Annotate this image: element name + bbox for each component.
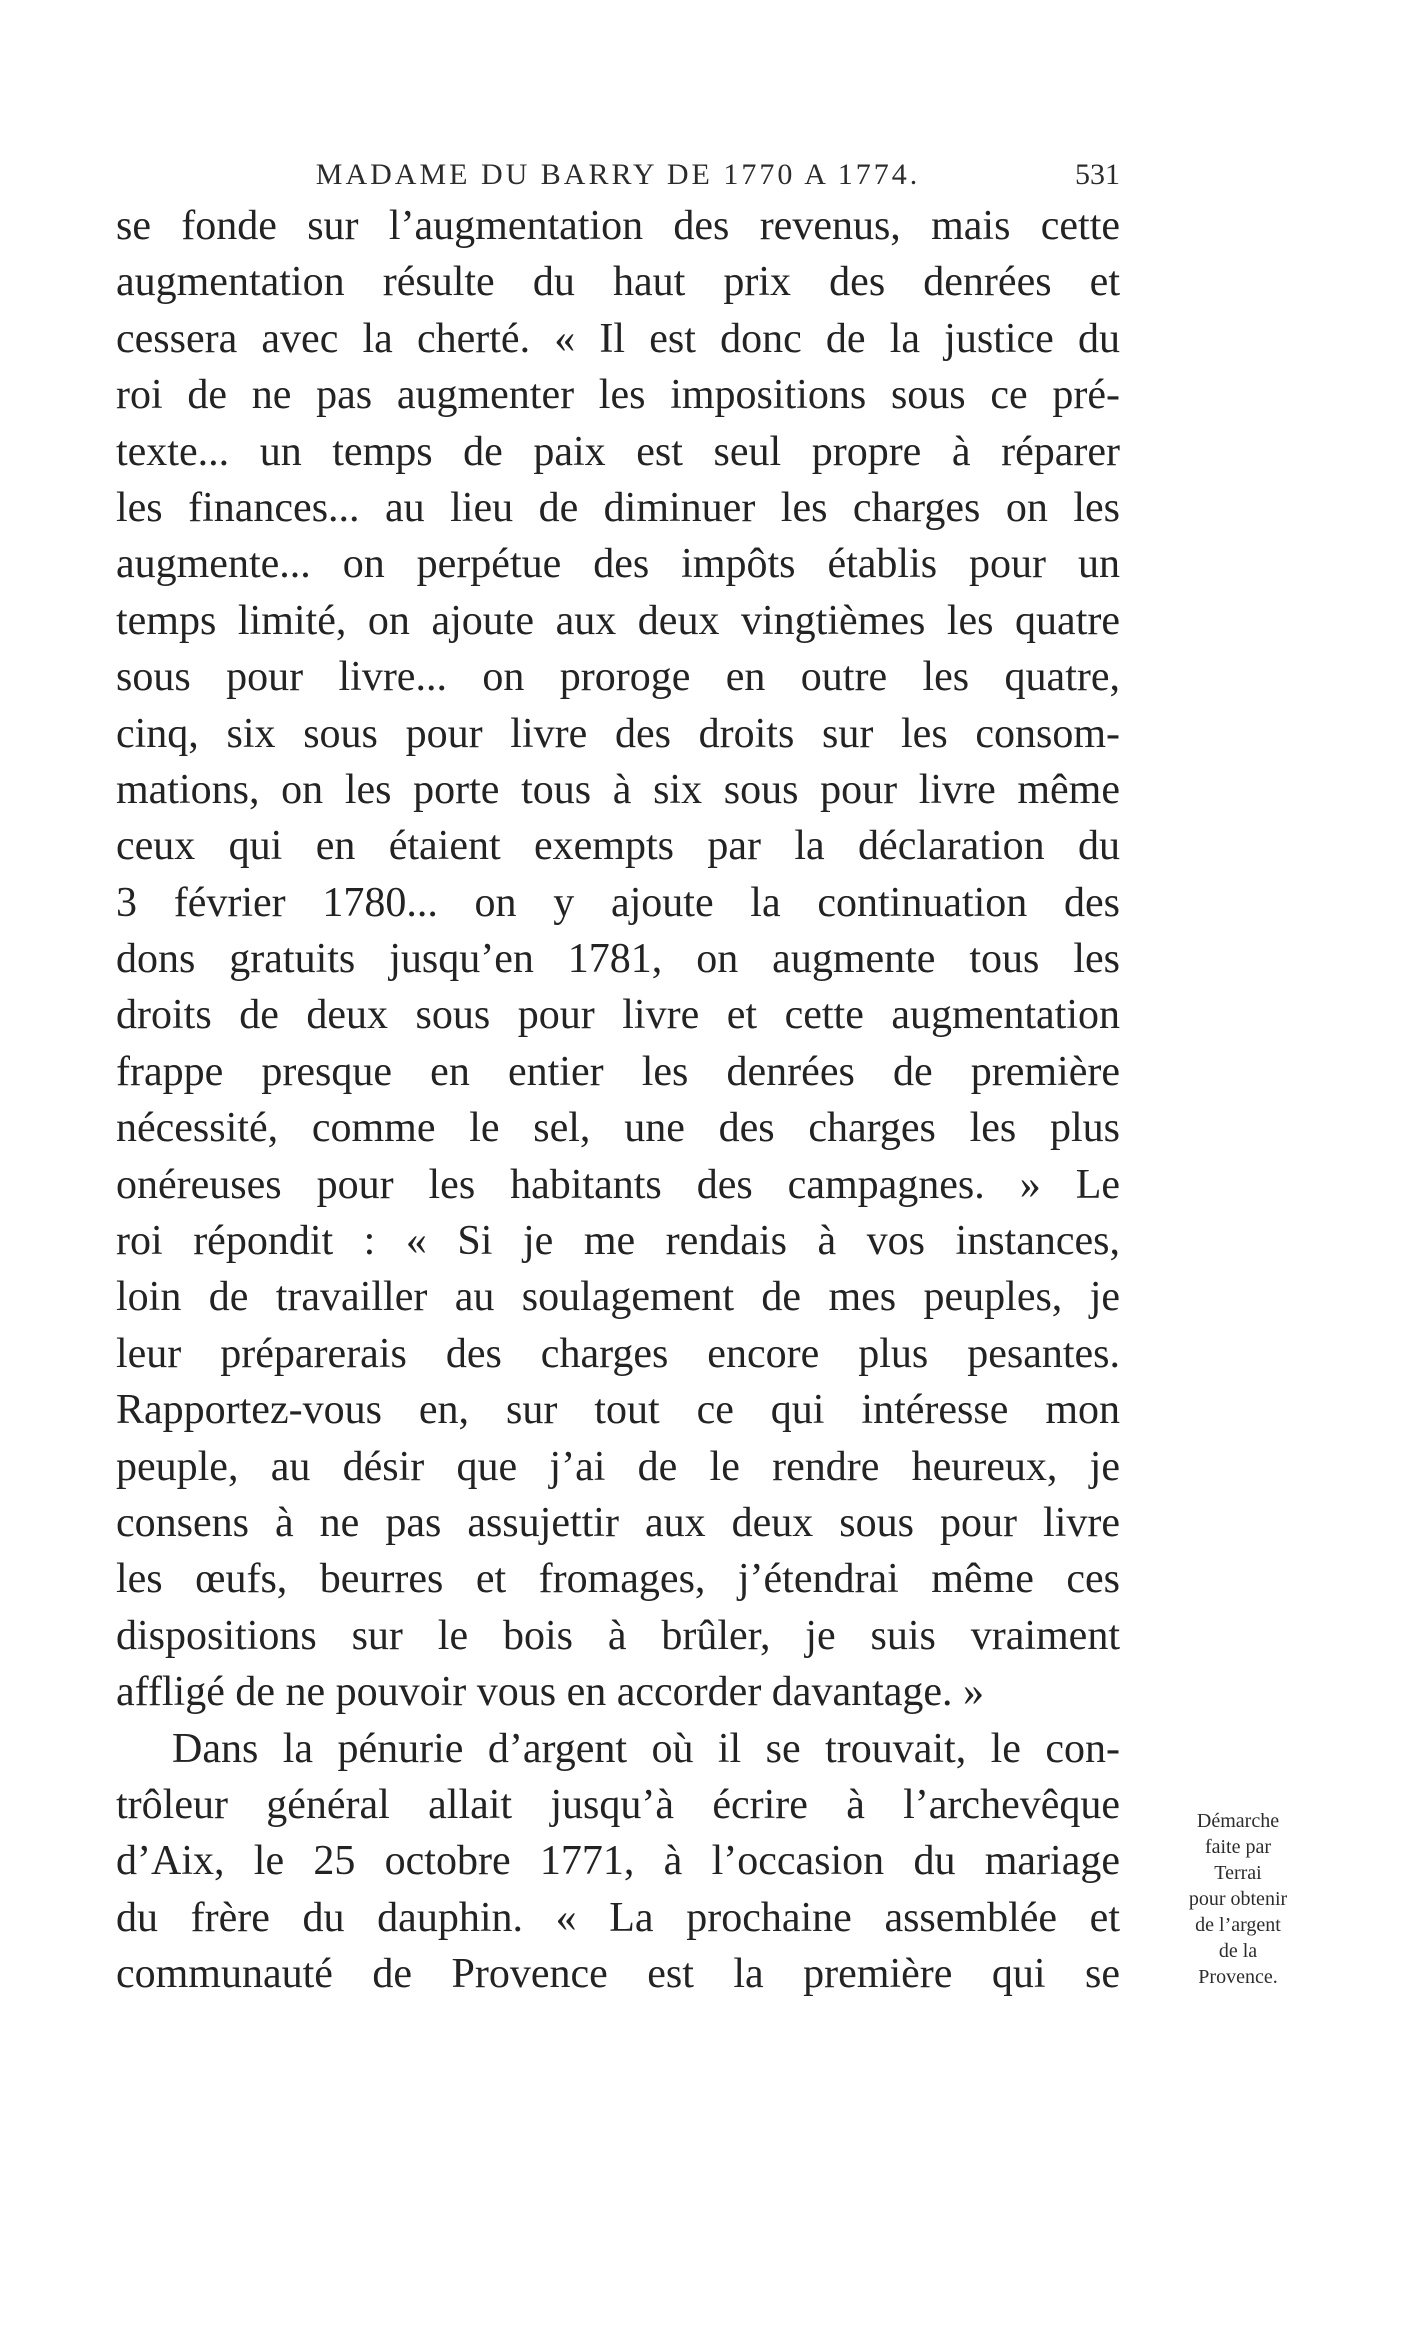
text-line: droits de deux sous pour livre et cette augmentation (116, 992, 1120, 1039)
text-line: du frère du dauphin. « La prochaine assemblée et (116, 1894, 1120, 1941)
running-title: MADAME DU BARRY DE 1770 A 1774. (315, 158, 921, 191)
text-line: nécessité, comme le sel, une des charges les plus (116, 1105, 1120, 1152)
paragraph-start-line: Dans la pénurie d’argent où il se trouvait, le con- (172, 1725, 1120, 1772)
text-line: augmentation résulte du haut prix des denrées et (116, 259, 1120, 306)
text-line: 3 février 1780... on y ajoute la continuation des (116, 879, 1120, 926)
text-line: communauté de Provence est la première qui se (116, 1951, 1120, 1998)
text-line: peuple, au désir que j’ai de le rendre heureux, je (116, 1443, 1120, 1490)
margin-note-line: de la (1218, 1940, 1258, 1962)
text-line: Rapportez-vous en, sur tout ce qui intéresse mon (116, 1387, 1120, 1434)
text-line: loin de travailler au soulagement de mes peuples, je (116, 1274, 1120, 1321)
page-number: 531 (1075, 158, 1120, 191)
text-line: consens à ne pas assujettir aux deux sous pour livre (116, 1499, 1120, 1546)
margin-note-line: faite par (1204, 1836, 1272, 1858)
margin-note-line: de l’argent (1195, 1914, 1281, 1936)
text-line: roi répondit : « Si je me rendais à vos instances, (116, 1218, 1120, 1265)
text-line: ceux qui en étaient exempts par la déclaration du (116, 823, 1120, 870)
text-line: temps limité, on ajoute aux deux vingtièmes les quatre (116, 597, 1120, 644)
text-line: cessera avec la cherté. « Il est donc de la justice du (116, 315, 1120, 362)
text-line: mations, on les porte tous à six sous pour livre même (116, 766, 1120, 813)
text-line: roi de ne pas augmenter les impositions sous ce pré- (116, 372, 1120, 419)
margin-note-line: Démarche (1196, 1810, 1280, 1832)
margin-note-line: Provence. (1198, 1966, 1278, 1988)
margin-note-line: Terrai (1214, 1862, 1262, 1884)
text-line: frappe presque en entier les denrées de première (116, 1048, 1120, 1095)
body-text (116, 198, 1120, 2003)
text-line: augmente... on perpétue des impôts établis pour un (116, 541, 1120, 588)
text-line: leur préparerais des charges encore plus pesantes. (116, 1330, 1120, 1377)
text-line: dispositions sur le bois à brûler, je suis vraiment (116, 1612, 1120, 1659)
text-line: les œufs, beurres et fromages, j’étendrai même ces (116, 1556, 1120, 1603)
text-line: sous pour livre... on proroge en outre les quatre, (116, 654, 1120, 701)
text-line: onéreuses pour les habitants des campagnes. » Le (116, 1161, 1120, 1208)
margin-note (1158, 1808, 1318, 1990)
text-line: les finances... au lieu de diminuer les charges on les (116, 484, 1120, 531)
text-line: trôleur général allait jusqu’à écrire à l’archevêque (116, 1781, 1120, 1828)
text-line: texte... un temps de paix est seul propre à réparer (116, 428, 1120, 475)
page-header (116, 148, 1120, 198)
margin-note-line: pour obtenir (1188, 1888, 1288, 1910)
text-line: d’Aix, le 25 octobre 1771, à l’occasion du mariage (116, 1838, 1120, 1885)
text-line: cinq, six sous pour livre des droits sur les consom- (116, 710, 1120, 757)
text-line: dons gratuits jusqu’en 1781, on augmente tous les (116, 936, 1120, 983)
text-line: affligé de ne pouvoir vous en accorder davantage. » (116, 1669, 985, 1716)
text-line: se fonde sur l’augmentation des revenus, mais cette (116, 203, 1120, 249)
